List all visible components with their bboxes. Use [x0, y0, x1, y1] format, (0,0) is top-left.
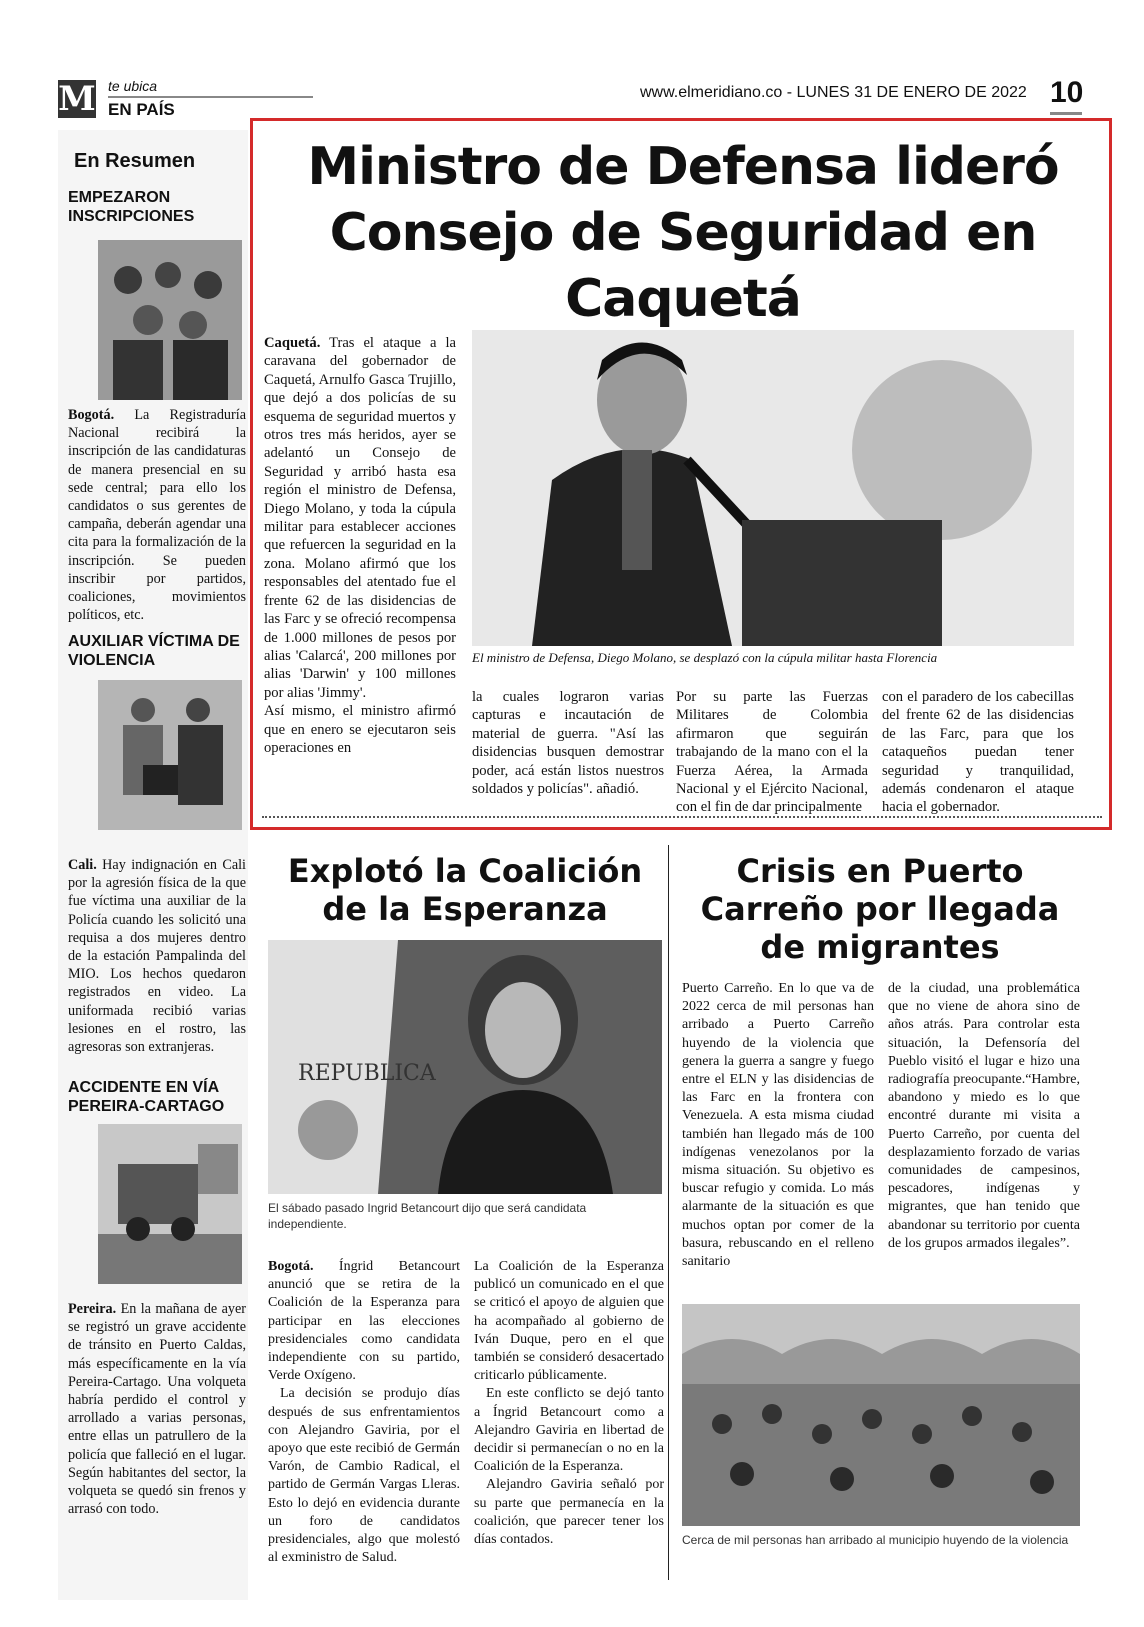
- sidebar-heading-accidente: ACCIDENTE EN VÍA PEREIRA-CARTAGO: [68, 1079, 225, 1115]
- flag-text: REPUBLICA: [298, 1061, 436, 1086]
- sidebar-text-inscripciones: Bogotá. La Registraduría Nacional recibirá la inscripción de las candidaturas de manera presencial en su sede central; para ello los candidatos o sus gerentes de campaña, deberán agendar una cita para la formalización de la inscripción. Se pueden inscribir por partidos, coaliciones, movimientos políticos, etc.: [68, 407, 246, 624]
- coalicion-photo-caption: El sábado pasado Ingrid Betancourt dijo que será candidata independiente.: [268, 1201, 587, 1231]
- section-name: EN PAÍS: [108, 100, 175, 119]
- page-number-rule: [1050, 112, 1082, 115]
- main-story-col2: la cuales lograron varias capturas e incautación de material de guerra. "Así las disidencias busquen demostrar poder, acá están listos nuestros soldados y policías". añadió.: [472, 689, 664, 798]
- section-kicker: te ubica: [108, 78, 158, 94]
- sidebar-title: En Resumen: [74, 150, 196, 172]
- newspaper-logo: M: [58, 79, 96, 119]
- coalicion-headline: Explotó la Coalición de la Esperanza: [287, 852, 643, 928]
- sidebar-photo-auxiliar: [98, 680, 242, 830]
- main-headline: Ministro de Defensa lideró Consejo de Seguridad en Caquetá: [307, 137, 1059, 329]
- main-story-col1: Caquetá. Tras el ataque a la caravana del gobernador de Caquetá, Arnulfo Gasca Trujillo, que dejó a dos policías de su esquema de seguridad muertos y otros tres más heridos, ayer se adelantó un Consejo de Seguridad y arribó hasta esa región el ministro de Defensa, Diego Molano, y toda la cúpula militar para establecer acciones que refuercen la seguridad en la zona. Molano afirmó que los responsables del atentado fue el frente 62 de las disidencias de las Farc y se ofreció recompensa de 1.000 millones de pesos por alias 'Calarcá', 200 millones por alias 'Darwin' y 100 millones por alias 'Jimmy'. Así mismo, el ministro afirmó que en enero se ejecutaron seis operaciones en: [264, 335, 456, 756]
- main-photo-caption: El ministro de Defensa, Diego Molano, se desplazó con la cúpula militar hasta Florencia: [472, 650, 938, 665]
- sidebar-heading-inscripciones: EMPEZARON INSCRIPCIONES: [68, 189, 195, 225]
- migrantes-col1: Puerto Carreño. En lo que va de 2022 cerca de mil personas han arribado a Puerto Carreño huyendo de la violencia que genera la guerra a sangre y fuego entre el ELN y las disidencias de las Farc en la frontera con Venezuela. A esta misma ciudad también han llegado más de 100 indígenas venezolanos por la misma situación. Su objetivo es buscar refugio y comida. Lo más alarmante de la situación es que muchos optan por comer de la basura, rebuscando en el relleno sanitario: [682, 981, 874, 1270]
- sidebar-photo-inscripciones: [98, 240, 242, 400]
- column-divider: [668, 845, 669, 1580]
- migrantes-photo: [682, 1304, 1080, 1526]
- main-story-col4: con el paradero de los cabecillas del frente 62 de las disidencias de las Farc, para que los cataqueños puedan tener seguridad y tranquilidad, además condenaron el ataque hacia el gobernador.: [882, 689, 1074, 816]
- sidebar-photo-accidente: [98, 1124, 242, 1284]
- header-rule: [108, 96, 313, 98]
- coalicion-col2: La Coalición de la Esperanza publicó un comunicado en el que se criticó el apoyo de alguien que ha acompañado al gobierno de Iván Duque, pero en el que también se consideró desacertado criticarlo públicamente. En este conflicto se dejó tanto a Íngrid Betancourt como a Alejandro Gaviria en libertad de decidir si permanecían o no en la Coalición de la Esperanza. Alejandro Gaviria señaló por su parte que permanecía en la coalición, que parecer tener los días contados.: [474, 1259, 664, 1548]
- page-number: 10: [1050, 76, 1084, 109]
- coalicion-photo: [268, 940, 662, 1194]
- migrantes-photo-caption: Cerca de mil personas han arribado al municipio huyendo de la violencia: [682, 1533, 1069, 1547]
- dateline: www.elmeridiano.co - LUNES 31 DE ENERO DE 2022: [640, 84, 1027, 101]
- main-story-col3: Por su parte las Fuerzas Militares de Colombia afirmaron que seguirán trabajando de la mano con el la Fuerza Aérea, la Armada Nacional y el Ejército Nacional, con el fin de dar principalmente: [676, 689, 868, 816]
- sidebar-text-auxiliar: Cali. Hay indignación en Cali por la agresión física de la que fue víctima una auxiliar de la Policía cuando les solicitó una requisa a dos mujeres dentro de la estación Pampalinda del MIO. Los hechos quedaron registrados en video. La uniformada recibió varias lesiones en el rostro, las agresoras son extranjeras.: [68, 857, 246, 1056]
- main-photo-minister: [472, 330, 1074, 646]
- sidebar-heading-auxiliar: AUXILIAR VÍCTIMA DE VIOLENCIA: [68, 633, 240, 669]
- sidebar-text-accidente: Pereira. En la mañana de ayer se registró un grave accidente de tránsito en Puerto Caldas, más específicamente en la vía Pereira-Cartago. Una volqueta habría perdido el control y arrollado a varias personas, entre ellas un patrullero de la policía que falleció en el lugar. Según habitantes del sector, la volqueta se quedó sin frenos y arrasó con todo.: [68, 1301, 246, 1518]
- coalicion-col1: Bogotá. Íngrid Betancourt anunció que se retira de la Coalición de la Esperanza para participar en las elecciones presidenciales como candidata independiente con su partido, Verde Oxígeno. La decisión se produjo días después de sus enfrentamientos con Alejandro Gaviria, por el apoyo que este recibió de Germán Varón, de Cambio Radical, el partido de Germán Vargas Lleras. Esto lo dejó en evidencia durante un foro de candidatos presidenciales, algo que molestó al exministro de Salud.: [268, 1259, 460, 1566]
- migrantes-col2: de la ciudad, una problemática que no viene de ahora sino de años atrás. Para controlar esta situación, la Defensoría del Pueblo visitó el lugar e hizo una radiografía preocupante.“Hambre, abandono y miedo es lo que encontré durante mi visita a Puerto Carreño, por cuenta del desplazamiento forzado de varias comunidades de campesinos, pescadores, indígenas y migrantes, que han tenido que abandonar su territorio por cuenta de los grupos armados ilegales”.: [888, 981, 1080, 1251]
- main-story-dotted-rule: [262, 816, 1102, 818]
- migrantes-headline: Crisis en Puerto Carreño por llegada de migrantes: [700, 852, 1060, 966]
